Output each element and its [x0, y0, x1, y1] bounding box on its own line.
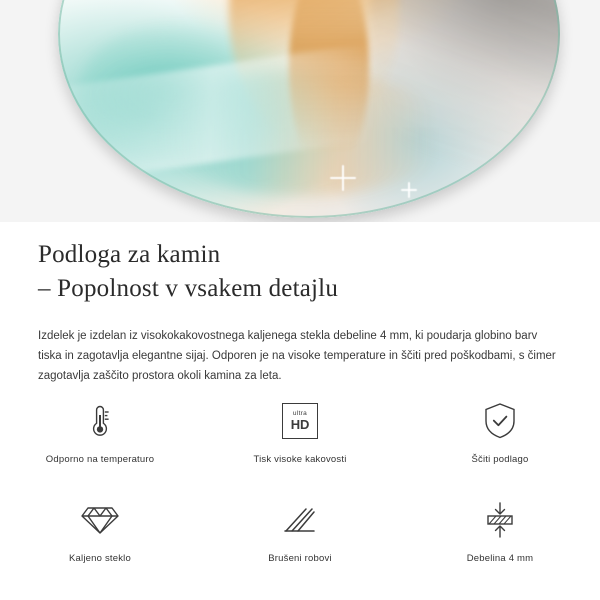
feature-list — [0, 398, 600, 564]
feature-row-2 — [0, 497, 600, 564]
diamond-icon — [80, 497, 120, 543]
headline-line-2: – Popolnost v vsakem detajlu — [38, 275, 339, 302]
product-description: Izdelek je izdelan iz visokokakovostnega kaljenega stekla debeline 4 mm, ki poudarja globino barv tiska in zagotavlja elegantne sijaj. Odporen je na visoke temperature in ščiti pred poškodbami, s čimer zagotavlja zaščito prostora okoli kamina za leta. — [38, 330, 556, 382]
feature-tempered-glass — [0, 497, 200, 564]
feature-label: Debelina 4 mm — [466, 553, 534, 564]
feature-thickness — [400, 497, 600, 564]
hero-image — [0, 0, 600, 222]
feature-temperature — [0, 398, 200, 465]
ultra-hd-badge-top: ultra — [292, 409, 308, 417]
feature-label: Tisk visoke kakovosti — [253, 454, 347, 465]
feature-label: Ščiti podlago — [471, 454, 529, 465]
feature-label: Odporno na temperaturo — [45, 454, 155, 465]
ultra-hd-badge-bottom: HD — [290, 417, 310, 433]
shield-check-icon — [481, 398, 519, 444]
polished-edges-icon — [282, 497, 318, 543]
thermometer-icon — [83, 398, 117, 444]
feature-print-quality — [200, 398, 400, 465]
feature-polished-edges — [200, 497, 400, 564]
ultra-hd-icon — [282, 398, 318, 444]
feature-label: Kaljeno steklo — [69, 553, 131, 564]
feature-row-1 — [0, 398, 600, 465]
headline-line-1: Podloga za kamin — [38, 241, 221, 268]
page-title — [0, 222, 600, 306]
thickness-icon — [480, 497, 520, 543]
ultra-hd-badge — [282, 403, 318, 439]
text-content — [0, 222, 600, 386]
feature-protects-surface — [400, 398, 600, 465]
feature-label: Brušeni robovi — [268, 553, 332, 564]
